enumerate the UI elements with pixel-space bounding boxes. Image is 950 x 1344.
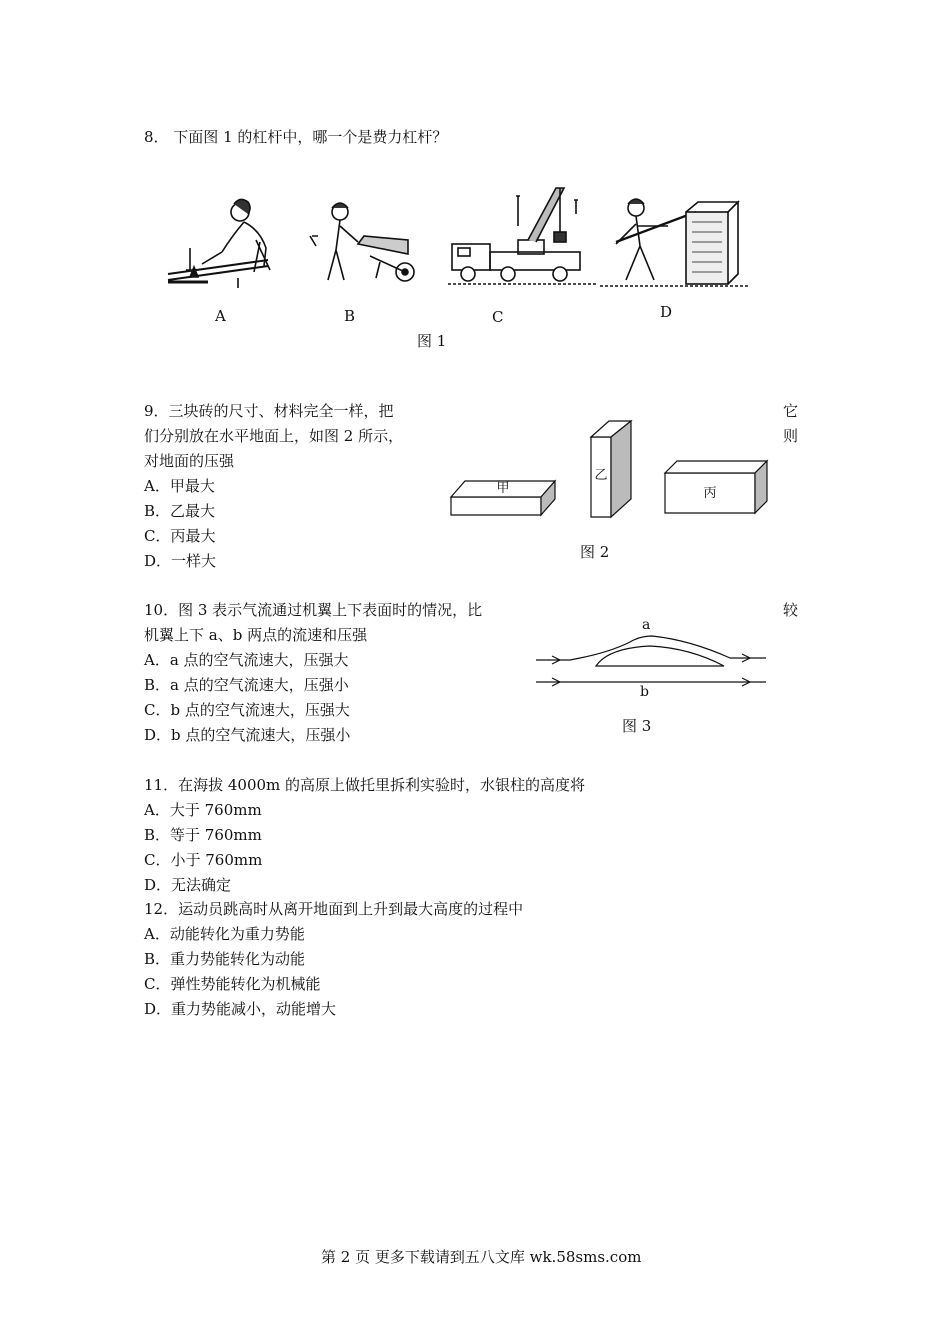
q9-option-c: C．丙最大 xyxy=(144,527,216,545)
figure-1-label-a: A xyxy=(215,307,226,325)
q12-option-b: B．重力势能转化为动能 xyxy=(144,950,306,968)
point-a-label: a xyxy=(642,617,651,633)
q10-stem-line-2: 机翼上下 a、b 两点的流速和压强 xyxy=(144,626,368,644)
q10-stem-line-1-end: 较 xyxy=(783,601,799,619)
crate-d-illustration xyxy=(600,199,750,286)
lever-a-illustration xyxy=(168,199,270,288)
q9-option-a: A．甲最大 xyxy=(144,477,215,495)
brick-bing xyxy=(665,461,767,513)
q11-option-c: C．小于 760mm xyxy=(144,851,263,869)
q9-stem-line-2-end: 则 xyxy=(783,427,799,445)
wing-shape xyxy=(596,646,724,666)
q9-stem-line-1-end: 它 xyxy=(783,402,799,420)
q10-option-c: C．b 点的空气流速大，压强大 xyxy=(144,701,350,719)
q12-stem: 12．运动员跳高时从离开地面到上升到最大高度的过程中 xyxy=(144,900,524,918)
q12-option-a: A．动能转化为重力势能 xyxy=(144,925,305,943)
brick-yi xyxy=(591,421,631,517)
brick-jia xyxy=(451,481,555,515)
q10-option-a: A．a 点的空气流速大，压强大 xyxy=(144,651,349,669)
q9-stem-line-2: 们分别放在水平地面上，如图 2 所示， xyxy=(144,427,404,445)
q8-stem: 8． 下面图 1 的杠杆中，哪一个是费力杠杆？ xyxy=(144,128,448,146)
brick-yi-label: 乙 xyxy=(594,468,608,483)
figure-1-illustrations xyxy=(160,182,750,300)
figure-1-label-c: C xyxy=(492,308,504,326)
brick-jia-label: 甲 xyxy=(496,481,510,496)
q9-stem-line-3: 对地面的压强 xyxy=(144,452,235,470)
brick-bing-label: 丙 xyxy=(703,486,717,501)
q10-stem-line-1: 10．图 3 表示气流通过机翼上下表面时的情况，比 xyxy=(144,601,483,619)
figure-3-airfoil xyxy=(530,612,775,702)
figure-1-caption: 图 1 xyxy=(417,332,447,350)
point-b-label: b xyxy=(640,684,649,700)
page-footer: 第 2 页 更多下载请到五八文库 wk.58sms.com xyxy=(321,1248,642,1266)
q11-option-a: A．大于 760mm xyxy=(144,801,262,819)
figure-1-label-b: B xyxy=(344,307,356,325)
q12-option-d: D．重力势能减小，动能增大 xyxy=(144,1000,337,1018)
wheelbarrow-b-illustration xyxy=(310,203,414,281)
figure-2-bricks xyxy=(445,415,775,525)
q9-stem-line-1: 9．三块砖的尺寸、材料完全一样，把 xyxy=(144,402,394,420)
q10-option-b: B．a 点的空气流速大，压强小 xyxy=(144,676,349,694)
q11-option-d: D．无法确定 xyxy=(144,876,232,894)
q12-option-c: C．弹性势能转化为机械能 xyxy=(144,975,321,993)
q10-option-d: D．b 点的空气流速大，压强小 xyxy=(144,726,351,744)
figure-3-caption: 图 3 xyxy=(622,717,652,735)
crane-truck-c-illustration xyxy=(448,188,598,284)
figure-2-caption: 图 2 xyxy=(580,543,610,561)
q9-option-b: B．乙最大 xyxy=(144,502,216,520)
q9-option-d: D．一样大 xyxy=(144,552,217,570)
figure-1-label-d: D xyxy=(660,303,673,321)
q11-stem: 11．在海拔 4000m 的高原上做托里拆利实验时，水银柱的高度将 xyxy=(144,776,586,794)
q11-option-b: B．等于 760mm xyxy=(144,826,262,844)
